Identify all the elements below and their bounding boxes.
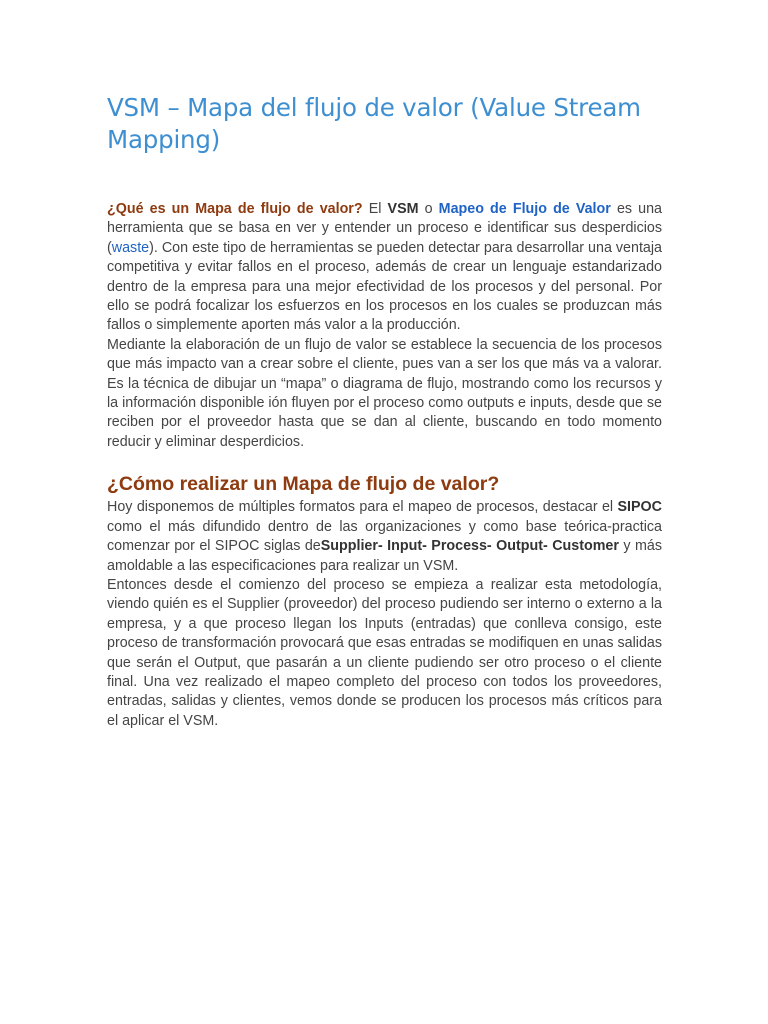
document-title: VSM – Mapa del flujo de valor (Value Stream Mapping) [107,93,641,154]
vsm-term: VSM [387,201,419,217]
sipoc-full-term: Supplier- Input- Process- Output- Customer [320,538,619,555]
sipoc-term: SIPOC [617,499,662,516]
intro-text-1: El [362,201,388,217]
intro-question: ¿Qué es un Mapa de flujo de valor? [107,201,363,217]
document-page [107,92,662,731]
intro-text-2: o [418,201,439,217]
paragraph-flujo: Mediante la elaboración de un flujo de valor se establece la secuencia de los procesos que más impacto van a crear sobre el cliente, pues van a ser los que más va a valorar. Es la técnica de dibujar un “mapa” o diagrama de flujo, mostrando como los recursos y la información disponible ión fluyen por el proceso como outputs e inputs, desde que se reciben por el proveedor hasta que se dan al cliente, buscando en todo momento reducir y eliminar desperdicios. [107,336,662,450]
sipoc-text-3: y más amoldable a las especificaciones para realizar un VSM. [107,538,662,574]
intro-text-3: es una herramienta que se basa en ver y entender un proceso e identificar sus desperdicios ( [107,201,662,256]
intro-text-4: ). Con este tipo de herramientas se pueden detectar para desarrollar una ventaja competitiva y evitar fallos en el proceso, además de crear un lenguaje estandarizado dentro de la empresa para una mejor efectividad de los procesos y del personal. Por ello se podrá focalizar los esfuerzos en los procesos en los cuales se produzcan más fallos o simplemente aporten más valor a la producción. [107,239,662,334]
mapeo-link[interactable]: Mapeo de Flujo de Valor [438,201,611,217]
waste-link[interactable]: waste [111,239,150,256]
sipoc-text-1: Hoy disponemos de múltiples formatos para el mapeo de procesos, destacar el [107,499,618,516]
paragraph-sipoc [107,498,662,576]
sipoc-text-2: como el más difundido dentro de las organizaciones y como base teórica-practica comenzar por el SIPOC siglas de [107,518,662,555]
paragraph-metodologia: Entonces desde el comienzo del proceso se empieza a realizar esta metodología, viendo quién es el Supplier (proveedor) del proceso pudiendo ser interno o externo a la empresa, y a que proceso llegan los Inputs (entradas) que conlleva consigo, este proceso de transformación provocará que esas entradas se modifiquen en unas salidas que serán el Output, que pasarán a un cliente pudiendo ser otro proceso o el cliente final. Una vez realizado el mapeo completo del proceso con todos los proveedores, entradas, salidas y clientes, vemos donde se producen los procesos más críticos para el aplicar el VSM. [107,576,662,729]
intro-paragraph [107,200,662,336]
section-heading-como-realizar: ¿Cómo realizar un Mapa de flujo de valor? [107,473,500,496]
